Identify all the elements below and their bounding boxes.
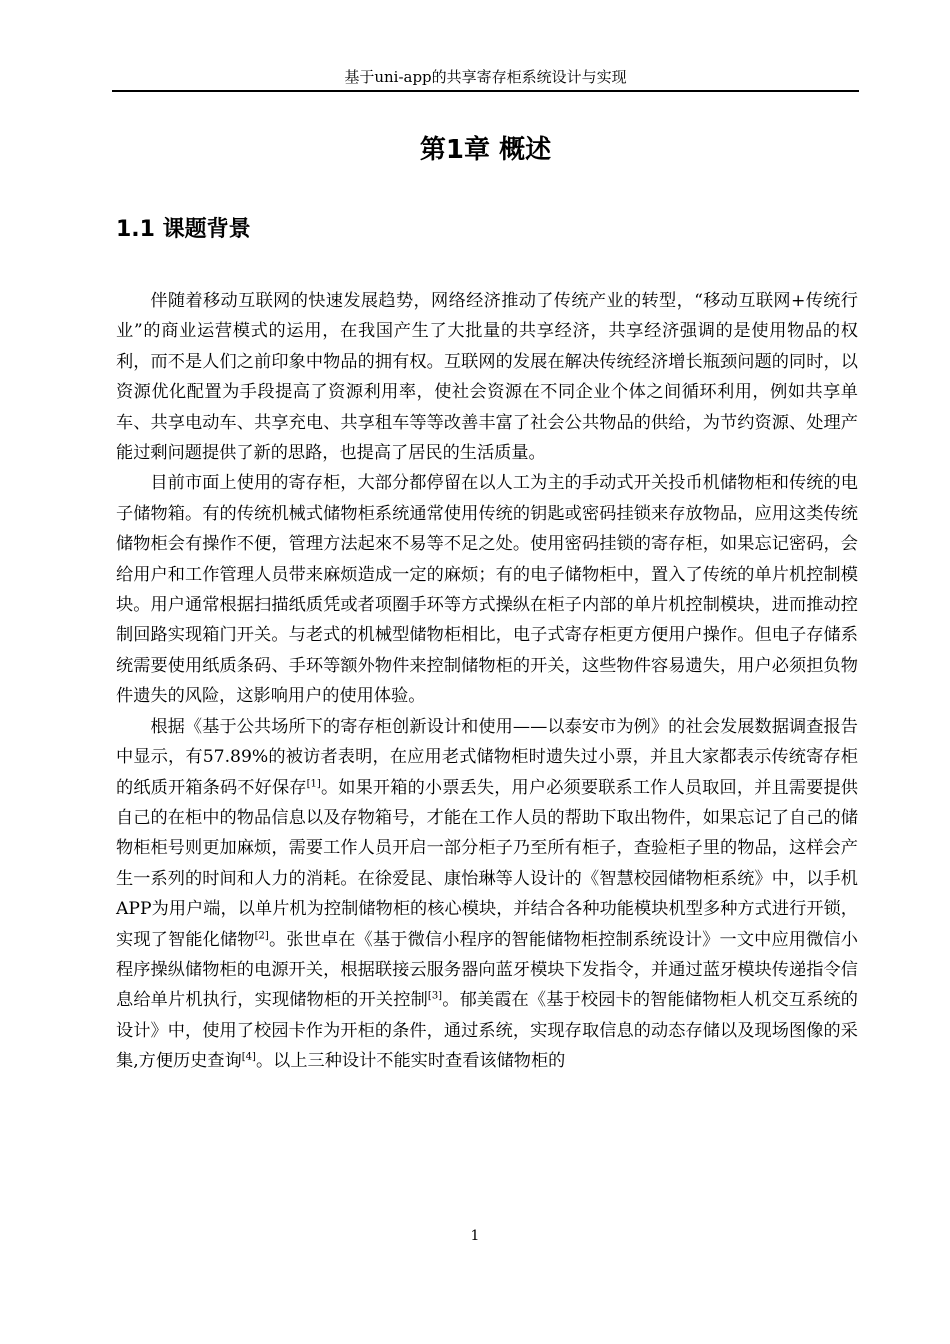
page-number: 1	[470, 1228, 480, 1244]
paragraph-3-text: 。如果开箱的小票丢失，用户必须要联系工作人员取回，并且需要提供自己的在柜中的物品信息以及存物箱号，才能在工作人员的帮助下取出物件，如果忘记了自己的储物柜柜号则更加麻烦，需要工作人员开启一部分柜子乃至所有柜子，查验柜子里的物品，这样会产生一系列的时间和人力的消耗。在徐爱昆、康怡琳等人设计的《智慧校园储物柜系统》中，以手机APP为用户端，以单片机为控制储物柜的核心模块，并结合各种功能模块机型多种方式进行开锁，实现了智能化储物	[116, 777, 858, 950]
citation-3: [3]	[427, 990, 443, 1002]
paragraph-3-text: 。张世卓在《基于微信小程序的智能储物柜控制系统设计》一文中应用微信小程序操纵储物柜的电源开关，根据联接云服务器向蓝牙模块下发指令，并通过蓝牙模块传递指令信息给单片机执行，实现储物柜的开关控制	[116, 929, 858, 1011]
section-title: 1.1 课题背景	[116, 217, 251, 242]
body-text	[116, 286, 858, 1077]
paragraph-2: 目前市面上使用的寄存柜，大部分都停留在以人工为主的手动式开关投币机储物柜和传统的电子储物箱。有的传统机械式储物柜系统通常使用传统的钥匙或密码挂锁来存放物品，应用这类传统储物柜会有操作不便，管理方法起來不易等不足之处。使用密码挂锁的寄存柜，如果忘记密码，会给用户和工作管理人员带来麻烦造成一定的麻烦；有的电子储物柜中，置入了传统的单片机控制模块。用户通常根据扫描纸质凭或者项圈手环等方式操纵在柜子内部的单片机控制模块，进而推动控制回路实现箱门开关。与老式的机械型储物柜相比，电子式寄存柜更方便用户操作。但电子存储系统需要使用纸质条码、手环等额外物件来控制储物柜的开关，这些物件容易遗失，用户必须担负物件遗失的风险，这影响用户的使用体验。	[116, 473, 858, 707]
citation-4: [4]	[241, 1051, 256, 1063]
running-header: 基于uni-app的共享寄存柜系统设计与实现	[112, 66, 859, 92]
paragraph-3-text: 根据《基于公共场所下的寄存柜创新设计和使用——以泰安市为例》的社会发展数据调查报告中显示，有57.89%的被访者表明，在应用老式储物柜时遗失过小票，并且大家都表示传统寄存柜的纸质开箱条码不好保存	[116, 716, 858, 798]
citation-1: [1]	[306, 777, 321, 789]
citation-2: [2]	[254, 929, 269, 941]
paragraph-3-text: 。郁美霞在《基于校园卡的智能储物柜人机交互系统的设计》中，使用了校园卡作为开柜的条件，通过系统，实现存取信息的动态存储以及现场图像的采集,方便历史查询	[116, 990, 858, 1072]
paragraph-3-text: 。以上三种设计不能实时查看该储物柜的	[255, 1051, 566, 1072]
paragraph-3	[116, 712, 858, 1077]
paragraph-1: 伴随着移动互联网的快速发展趋势，网络经济推动了传统产业的转型，“移动互联网+传统行业”的商业运营模式的运用，在我国产生了大批量的共享经济，共享经济强调的是使用物品的权利，而不是人们之前印象中物品的拥有权。互联网的发展在解决传统经济增长瓶颈问题的同时，以资源优化配置为手段提高了资源利用率，使社会资源在不同企业个体之间循环利用，例如共享单车、共享电动车、共享充电、共享租车等等改善丰富了社会公共物品的供给，为节约资源、处理产能过剩问题提供了新的思路，也提高了居民的生活质量。	[116, 291, 858, 464]
chapter-title: 第1章 概述	[419, 135, 552, 165]
